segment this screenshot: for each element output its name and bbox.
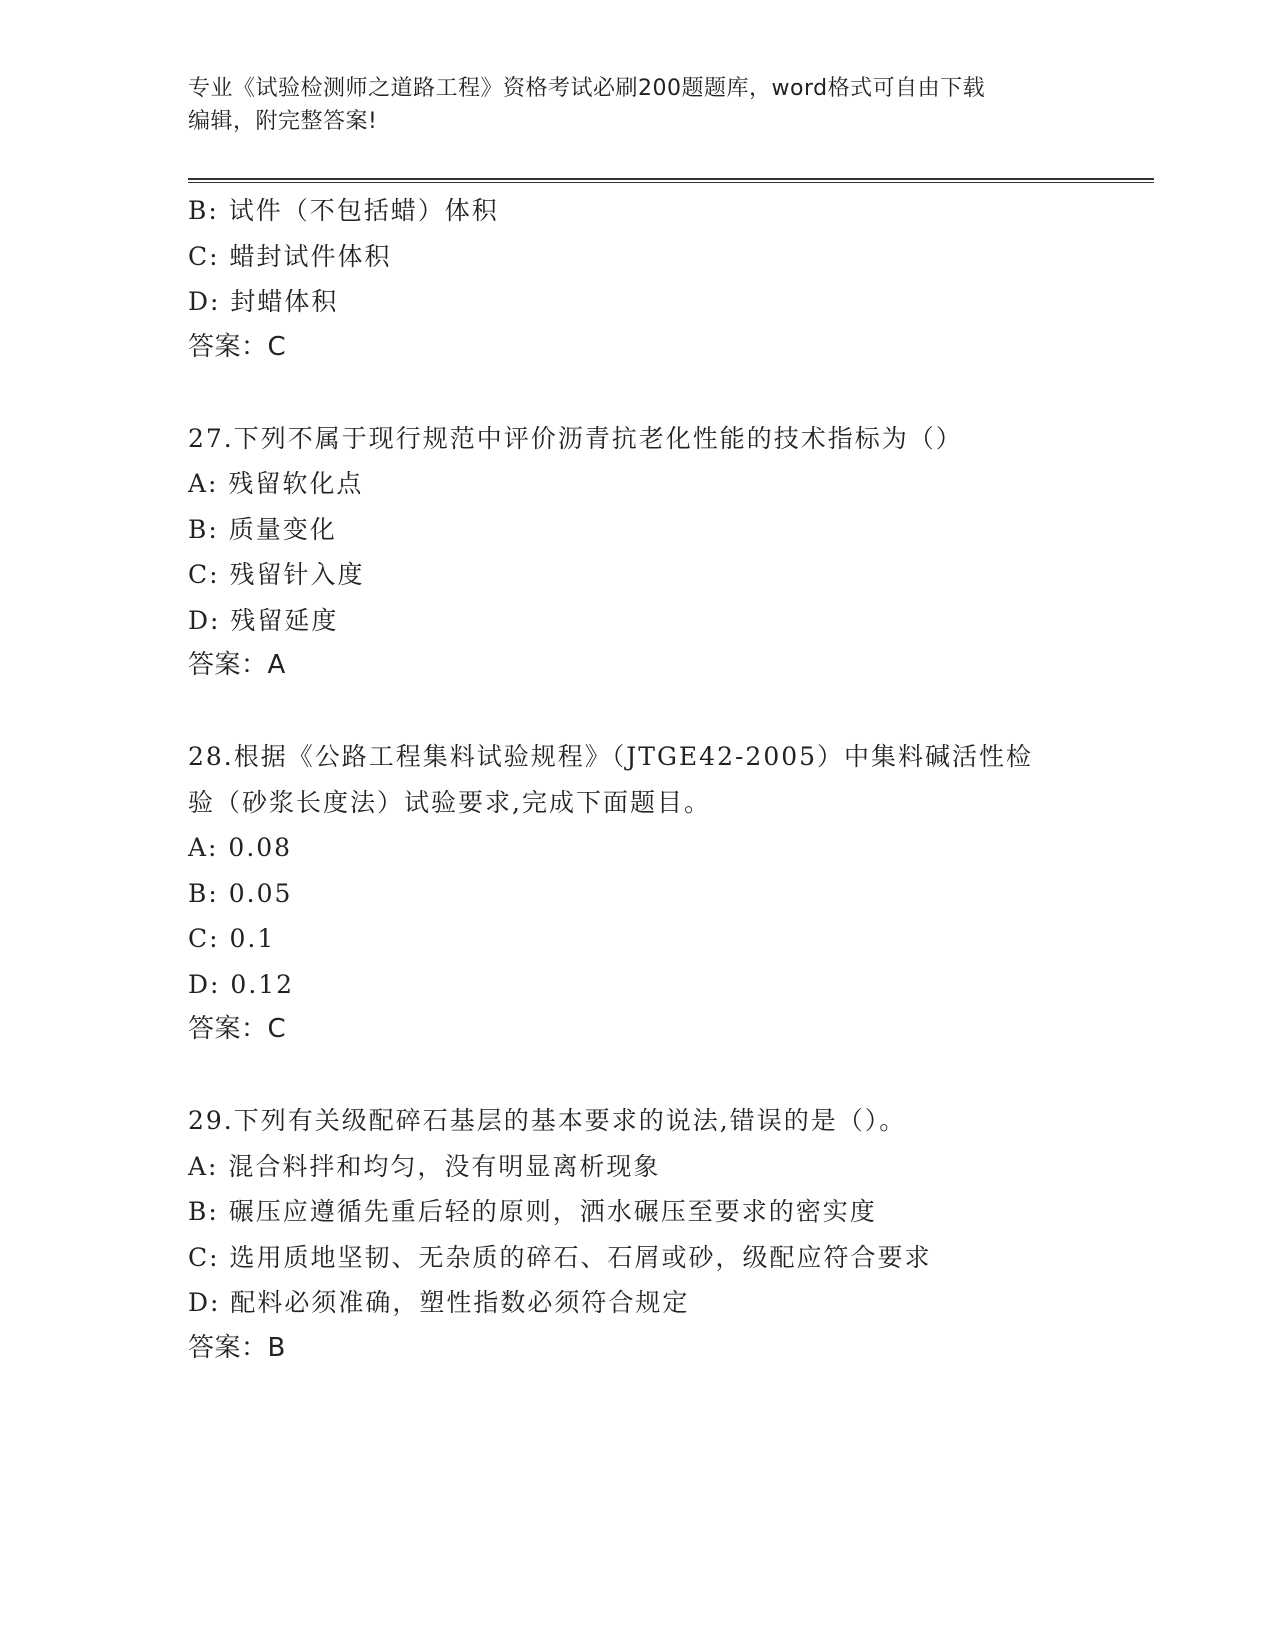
spacer [188,689,1088,735]
option-a: A: 残留软化点 [188,469,364,498]
question-text: 28.根据《公路工程集料试验规程》（JTGE42-2005）中集料碱活性检 [188,742,1034,771]
question-text: 27.下列不属于现行规范中评价沥青抗老化性能的技术指标为（） [188,423,963,453]
answer: 答案：C [188,331,287,362]
question-26-tail [188,188,1088,370]
header-line-2: 编辑，附完整答案! [188,109,378,134]
option-a: A: 0.08 [188,833,293,862]
question-27 [188,416,1088,689]
answer: 答案：B [188,1332,286,1363]
option-c: C: 0.1 [188,924,276,953]
option-a: A: 混合料拌和均匀，没有明显离析现象 [188,1151,661,1181]
option-d: D: 残留延度 [188,605,339,635]
spacer [188,370,1088,416]
question-29 [188,1098,1088,1371]
question-28 [188,734,1088,1053]
option-c: C: 残留针入度 [188,560,365,589]
option-d: D: 封蜡体积 [188,287,339,316]
document-header [188,72,1088,138]
header-line-1: 专业《试验检测师之道路工程》资格考试必刷200题题库，word格式可自由下载 [188,76,986,101]
option-b: B: 试件（不包括蜡）体积 [188,196,499,225]
answer: 答案：A [188,650,286,680]
question-text: 29.下列有关级配碎石基层的基本要求的说法,错误的是（）。 [188,1106,907,1135]
option-c: C: 选用质地坚韧、无杂质的碎石、石屑或砂，级配应符合要求 [188,1242,932,1272]
option-b: B: 碾压应遵循先重后轻的原则，洒水碾压至要求的密实度 [188,1197,877,1226]
answer: 答案：C [188,1014,287,1044]
option-c: C: 蜡封试件体积 [188,241,392,271]
question-text-cont: 验（砂浆长度法）试验要求,完成下面题目。 [188,787,711,817]
option-b: B: 0.05 [188,878,293,908]
question-list [188,188,1088,1371]
option-d: D: 配料必须准确，塑性指数必须符合规定 [188,1288,690,1317]
option-d: D: 0.12 [188,969,295,999]
header-rule-thick [188,178,1154,180]
header-rule-thin [188,182,1154,183]
spacer [188,1053,1088,1099]
option-b: B: 质量变化 [188,514,337,544]
